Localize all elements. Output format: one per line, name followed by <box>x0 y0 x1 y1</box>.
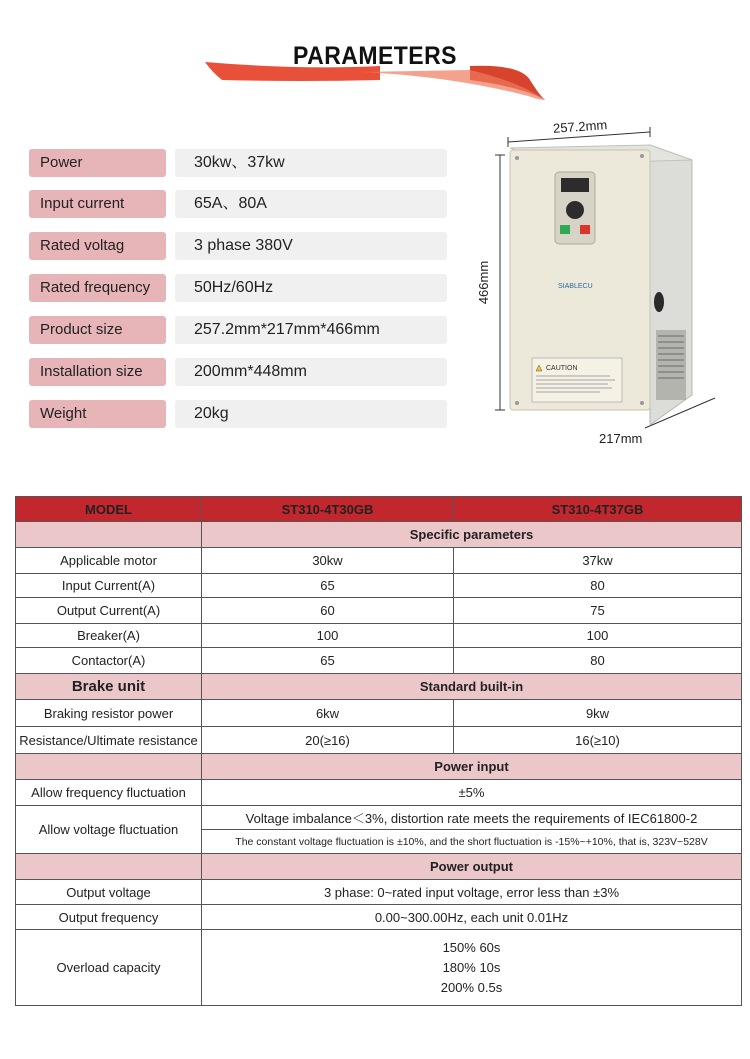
row-value-2: 80 <box>454 648 742 674</box>
table-row <box>16 780 742 806</box>
row-value-1: 20(≥16) <box>202 727 454 754</box>
table-row <box>16 598 742 624</box>
param-value: 257.2mm*217mm*466mm <box>175 316 447 344</box>
param-label: Power <box>29 149 166 177</box>
product-image <box>470 110 750 460</box>
width-dimension: 257.2mm <box>552 117 608 136</box>
row-value-1: 100 <box>202 624 454 648</box>
row-value-2: 75 <box>454 598 742 624</box>
overload-line: 180% 10s <box>442 959 501 975</box>
header-model: MODEL <box>16 497 202 522</box>
row-label: Applicable motor <box>16 548 202 574</box>
section-label: Brake unit <box>16 674 202 700</box>
param-row-installation-size <box>29 358 449 386</box>
row-label: Resistance/Ultimate resistance <box>16 727 202 754</box>
row-label: Allow voltage fluctuation <box>16 806 202 854</box>
param-value: 20kg <box>175 400 447 428</box>
row-value-1: 65 <box>202 648 454 674</box>
row-value-1: 30kw <box>202 548 454 574</box>
param-label: Weight <box>29 400 166 428</box>
section-specific-parameters <box>16 522 742 548</box>
param-label: Installation size <box>29 358 166 386</box>
row-value: Voltage imbalance＜3%, distortion rate meets the requirements of IEC61800-2 <box>202 806 742 830</box>
table-row <box>16 806 742 830</box>
row-value-1: 60 <box>202 598 454 624</box>
param-row-rated-frequency <box>29 274 449 302</box>
table-header-row <box>16 497 742 522</box>
row-value-2: 80 <box>454 574 742 598</box>
row-label: Contactor(A) <box>16 648 202 674</box>
row-label: Allow frequency fluctuation <box>16 780 202 806</box>
header-banner <box>0 0 750 110</box>
param-value: 30kw、37kw <box>175 149 447 177</box>
row-value-2: 100 <box>454 624 742 648</box>
header-model-2: ST310-4T37GB <box>454 497 742 522</box>
table-row <box>16 700 742 727</box>
table-row <box>16 905 742 930</box>
section-power-output <box>16 854 742 880</box>
depth-dimension: 217mm <box>599 431 643 446</box>
row-label: Input Current(A) <box>16 574 202 598</box>
overload-line: 200% 0.5s <box>440 979 503 995</box>
param-label: Input current <box>29 190 166 218</box>
row-value: 0.00~300.00Hz, each unit 0.01Hz <box>202 905 742 930</box>
brand-label: SIABLECU <box>558 283 593 290</box>
param-label: Product size <box>29 316 166 344</box>
table-row <box>16 648 742 674</box>
param-row-weight <box>29 400 449 428</box>
table-row <box>16 727 742 754</box>
table-row <box>16 930 742 1006</box>
row-value: The constant voltage fluctuation is ±10%, and the short fluctuation is -15%~+10%, that is, 323V~528V <box>202 830 742 854</box>
row-value-2: 37kw <box>454 548 742 574</box>
height-dimension: 466mm <box>476 260 492 305</box>
param-label: Rated voltag <box>29 232 166 260</box>
param-value: 200mm*448mm <box>175 358 447 386</box>
row-value-2: 16(≥10) <box>454 727 742 754</box>
section-brake-unit <box>16 674 742 700</box>
param-row-rated-voltage <box>29 232 449 260</box>
row-label: Output voltage <box>16 880 202 905</box>
inverter-drawing <box>470 110 750 460</box>
section-title: Power input <box>202 754 742 780</box>
table-row <box>16 548 742 574</box>
row-value: 3 phase: 0~rated input voltage, error less than ±3% <box>202 880 742 905</box>
row-label: Output frequency <box>16 905 202 930</box>
table-row <box>16 880 742 905</box>
param-value: 3 phase 380V <box>175 232 447 260</box>
section-power-input <box>16 754 742 780</box>
param-label: Rated frequency <box>29 274 166 302</box>
row-label: Breaker(A) <box>16 624 202 648</box>
row-value-1: 65 <box>202 574 454 598</box>
row-label: Output Current(A) <box>16 598 202 624</box>
table-row <box>16 624 742 648</box>
section-value: Standard built-in <box>202 674 742 700</box>
spec-table <box>15 496 742 1006</box>
caution-label: CAUTION <box>546 365 578 372</box>
row-value-2: 9kw <box>454 700 742 727</box>
param-value: 65A、80A <box>175 190 447 218</box>
overload-line: 150% 60s <box>442 939 501 955</box>
table-row <box>16 574 742 598</box>
section-title: Specific parameters <box>202 522 742 548</box>
param-row-input-current <box>29 190 449 218</box>
row-value <box>202 930 742 1006</box>
page-title: PARAMETERS <box>293 42 457 70</box>
row-label: Braking resistor power <box>16 700 202 727</box>
param-row-power <box>29 149 449 177</box>
param-row-product-size <box>29 316 449 344</box>
row-value-1: 6kw <box>202 700 454 727</box>
param-value: 50Hz/60Hz <box>175 274 447 302</box>
row-label: Overload capacity <box>16 930 202 1006</box>
section-title: Power output <box>202 854 742 880</box>
header-model-1: ST310-4T30GB <box>202 497 454 522</box>
row-value: ±5% <box>202 780 742 806</box>
